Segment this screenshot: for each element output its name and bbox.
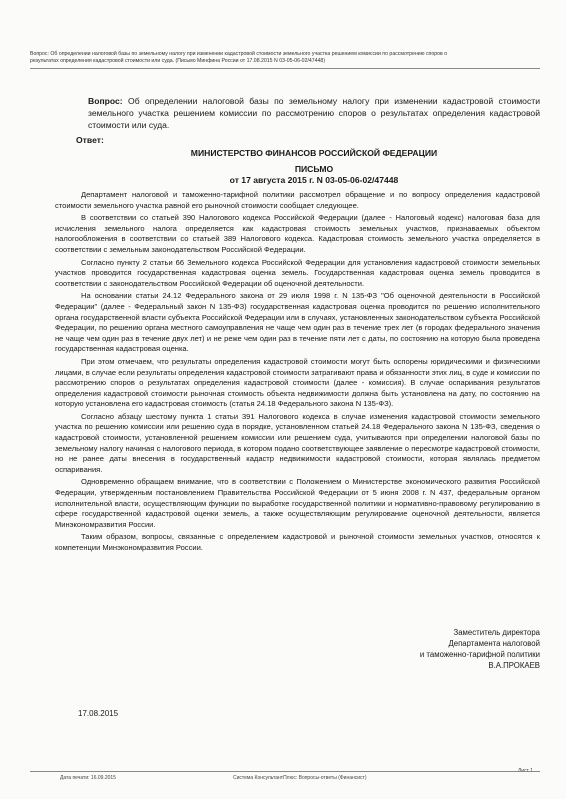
footer-divider xyxy=(30,771,540,772)
paragraph: Департамент налоговой и таможенно-тарифной политики рассмотрел обращение и по вопросу определения кадастровой стоимости земельного участка равной его рыночной стоимости сообщает следующее. xyxy=(55,190,540,210)
letter-body xyxy=(55,190,540,556)
page-number: Лист 1 xyxy=(518,768,534,774)
paragraph: Одновременно обращаем внимание, что в соответствии с Положением о Министерстве экономического развития Российской Федерации, утвержденным постановлением Правительства Российской Федерации от 5 июня 2008 г. N 437, федеральным органом исполнительной власти, осуществляющим функции по выработке государственной политики и нормативно-правовому регулированию в сфере государственной кадастровой оценки земель, а также осуществляющим регулирование оценочной деятельности, является Минэкономразвития России. xyxy=(55,477,540,529)
print-date: Дата печати: 16.09.2015 xyxy=(60,775,116,781)
question-text: Об определении налоговой базы по земельному налогу при изменении кадастровой стоимости земельного участка решением комиссии по рассмотрению споров о результатах определения кадастровой стоимости или суда. xyxy=(88,96,540,130)
paragraph: Согласно абзацу шестому пункта 1 статьи 391 Налогового кодекса в случае изменения кадастровой стоимости земельного участка по решению комиссии или решению суда в порядке, установленном статьей 24.18 Федерального закона N 135-ФЗ, сведения о кадастровой стоимости, установленной решением комиссии или решением суда, учитываются при определении налоговой базы по земельному налогу начиная с налогового периода, в котором подано соответствующее заявление о пересмотре кадастровой стоимости, но не ранее даты внесения в государственный кадастр недвижимости кадастровой стоимости, которая являлась предметом оспаривания. xyxy=(55,411,540,474)
document-header xyxy=(30,51,540,65)
signature-position: Заместитель директора xyxy=(453,628,540,637)
header-line-2: результатах определения кадастровой стоимости или суда. (Письмо Минфина России от 17.08.2015 N 03-05-06-02/47448) xyxy=(30,58,326,64)
ministry-title: МИНИСТЕРСТВО ФИНАНСОВ РОССИЙСКОЙ ФЕДЕРАЦИИ xyxy=(190,148,438,158)
paragraph: Согласно пункту 2 статьи 66 Земельного кодекса Российской Федерации для установления кадастровой стоимости земельных участков проводится государственная кадастровая оценка земель. Государственная кадастровая оценка земель проводится в соответствии с законодательством Российской Федерации об оценочной деятельности. xyxy=(55,257,540,288)
answer-label: Ответ: xyxy=(76,135,104,145)
signature-block xyxy=(360,627,540,671)
paragraph: При этом отмечаем, что результаты определения кадастровой стоимости могут быть оспорены юридическими и физическими лицами, в случае если результаты определения кадастровой стоимости затрагивают права и обязанности этих лиц, в суде и комиссии по рассмотрению споров о результатах определения кадастровой стоимости (далее - комиссия). В случае оспаривания результатов определения кадастровой стоимости рыночная стоимость объекта недвижимости должна быть установлена на дату, по состоянию на которую установлена его кадастровая стоимость (статья 24.18 Федерального закона N 135-ФЗ). xyxy=(55,356,540,409)
paragraph: В соответствии со статьей 390 Налогового кодекса Российской Федерации (далее - Налоговый кодекс) налоговая база для исчисления земельного налога определяется как кадастровая стоимость земельных участков, признаваемых объектом налогообложения в соответствии со статьей 389 Налогового кодекса. Кадастровая стоимость земельного участка определяется в соответствии с земельным законодательством Российской Федерации. xyxy=(55,213,540,254)
header-divider xyxy=(30,68,540,69)
header-line-1: Вопрос: Об определении налоговой базы по земельному налогу при изменении кадастровой стоимости земельного участка решением комиссии по рассмотрению споров о xyxy=(30,51,448,57)
document-date: 17.08.2015 xyxy=(78,709,119,718)
question-block xyxy=(88,95,540,131)
letter-title: ПИСЬМО xyxy=(294,164,334,174)
paragraph: Таким образом, вопросы, связанные с определением кадастровой и рыночной стоимости земельных участков, относятся к компетенции Минэкономразвития России. xyxy=(55,532,540,552)
letter-heading xyxy=(88,164,540,186)
paragraph: На основании статьи 24.12 Федерального закона от 29 июля 1998 г. N 135-ФЗ "Об оценочной деятельности в Российской Федерации" (далее - Федеральный закон N 135-ФЗ) государственная кадастровая оценка проводится по решению исполнительного органа государственной власти субъекта Российской Федерации или в случаях, установленных законодательством субъекта Российской Федерации, по решению органа местного самоуправления не чаще чем один раз в течение трех лет (в городах федерального значения не чаще чем один раз в течение двух лет) и не реже чем один раз в течение пяти лет с даты, по состоянию на которую была проведена государственная кадастровая оценка. xyxy=(55,291,540,354)
signature-name: В.А.ПРОКАЕВ xyxy=(488,661,540,670)
system-name: Система КонсультантПлюс: Вопросы-ответы (Финансист) xyxy=(233,775,367,781)
signature-department: Департамента налоговой xyxy=(448,639,540,648)
signature-department-cont: и таможенно-тарифной политики xyxy=(419,650,540,659)
letter-number: от 17 августа 2015 г. N 03-05-06-02/47448 xyxy=(229,175,399,185)
question-label: Вопрос: xyxy=(88,96,123,106)
